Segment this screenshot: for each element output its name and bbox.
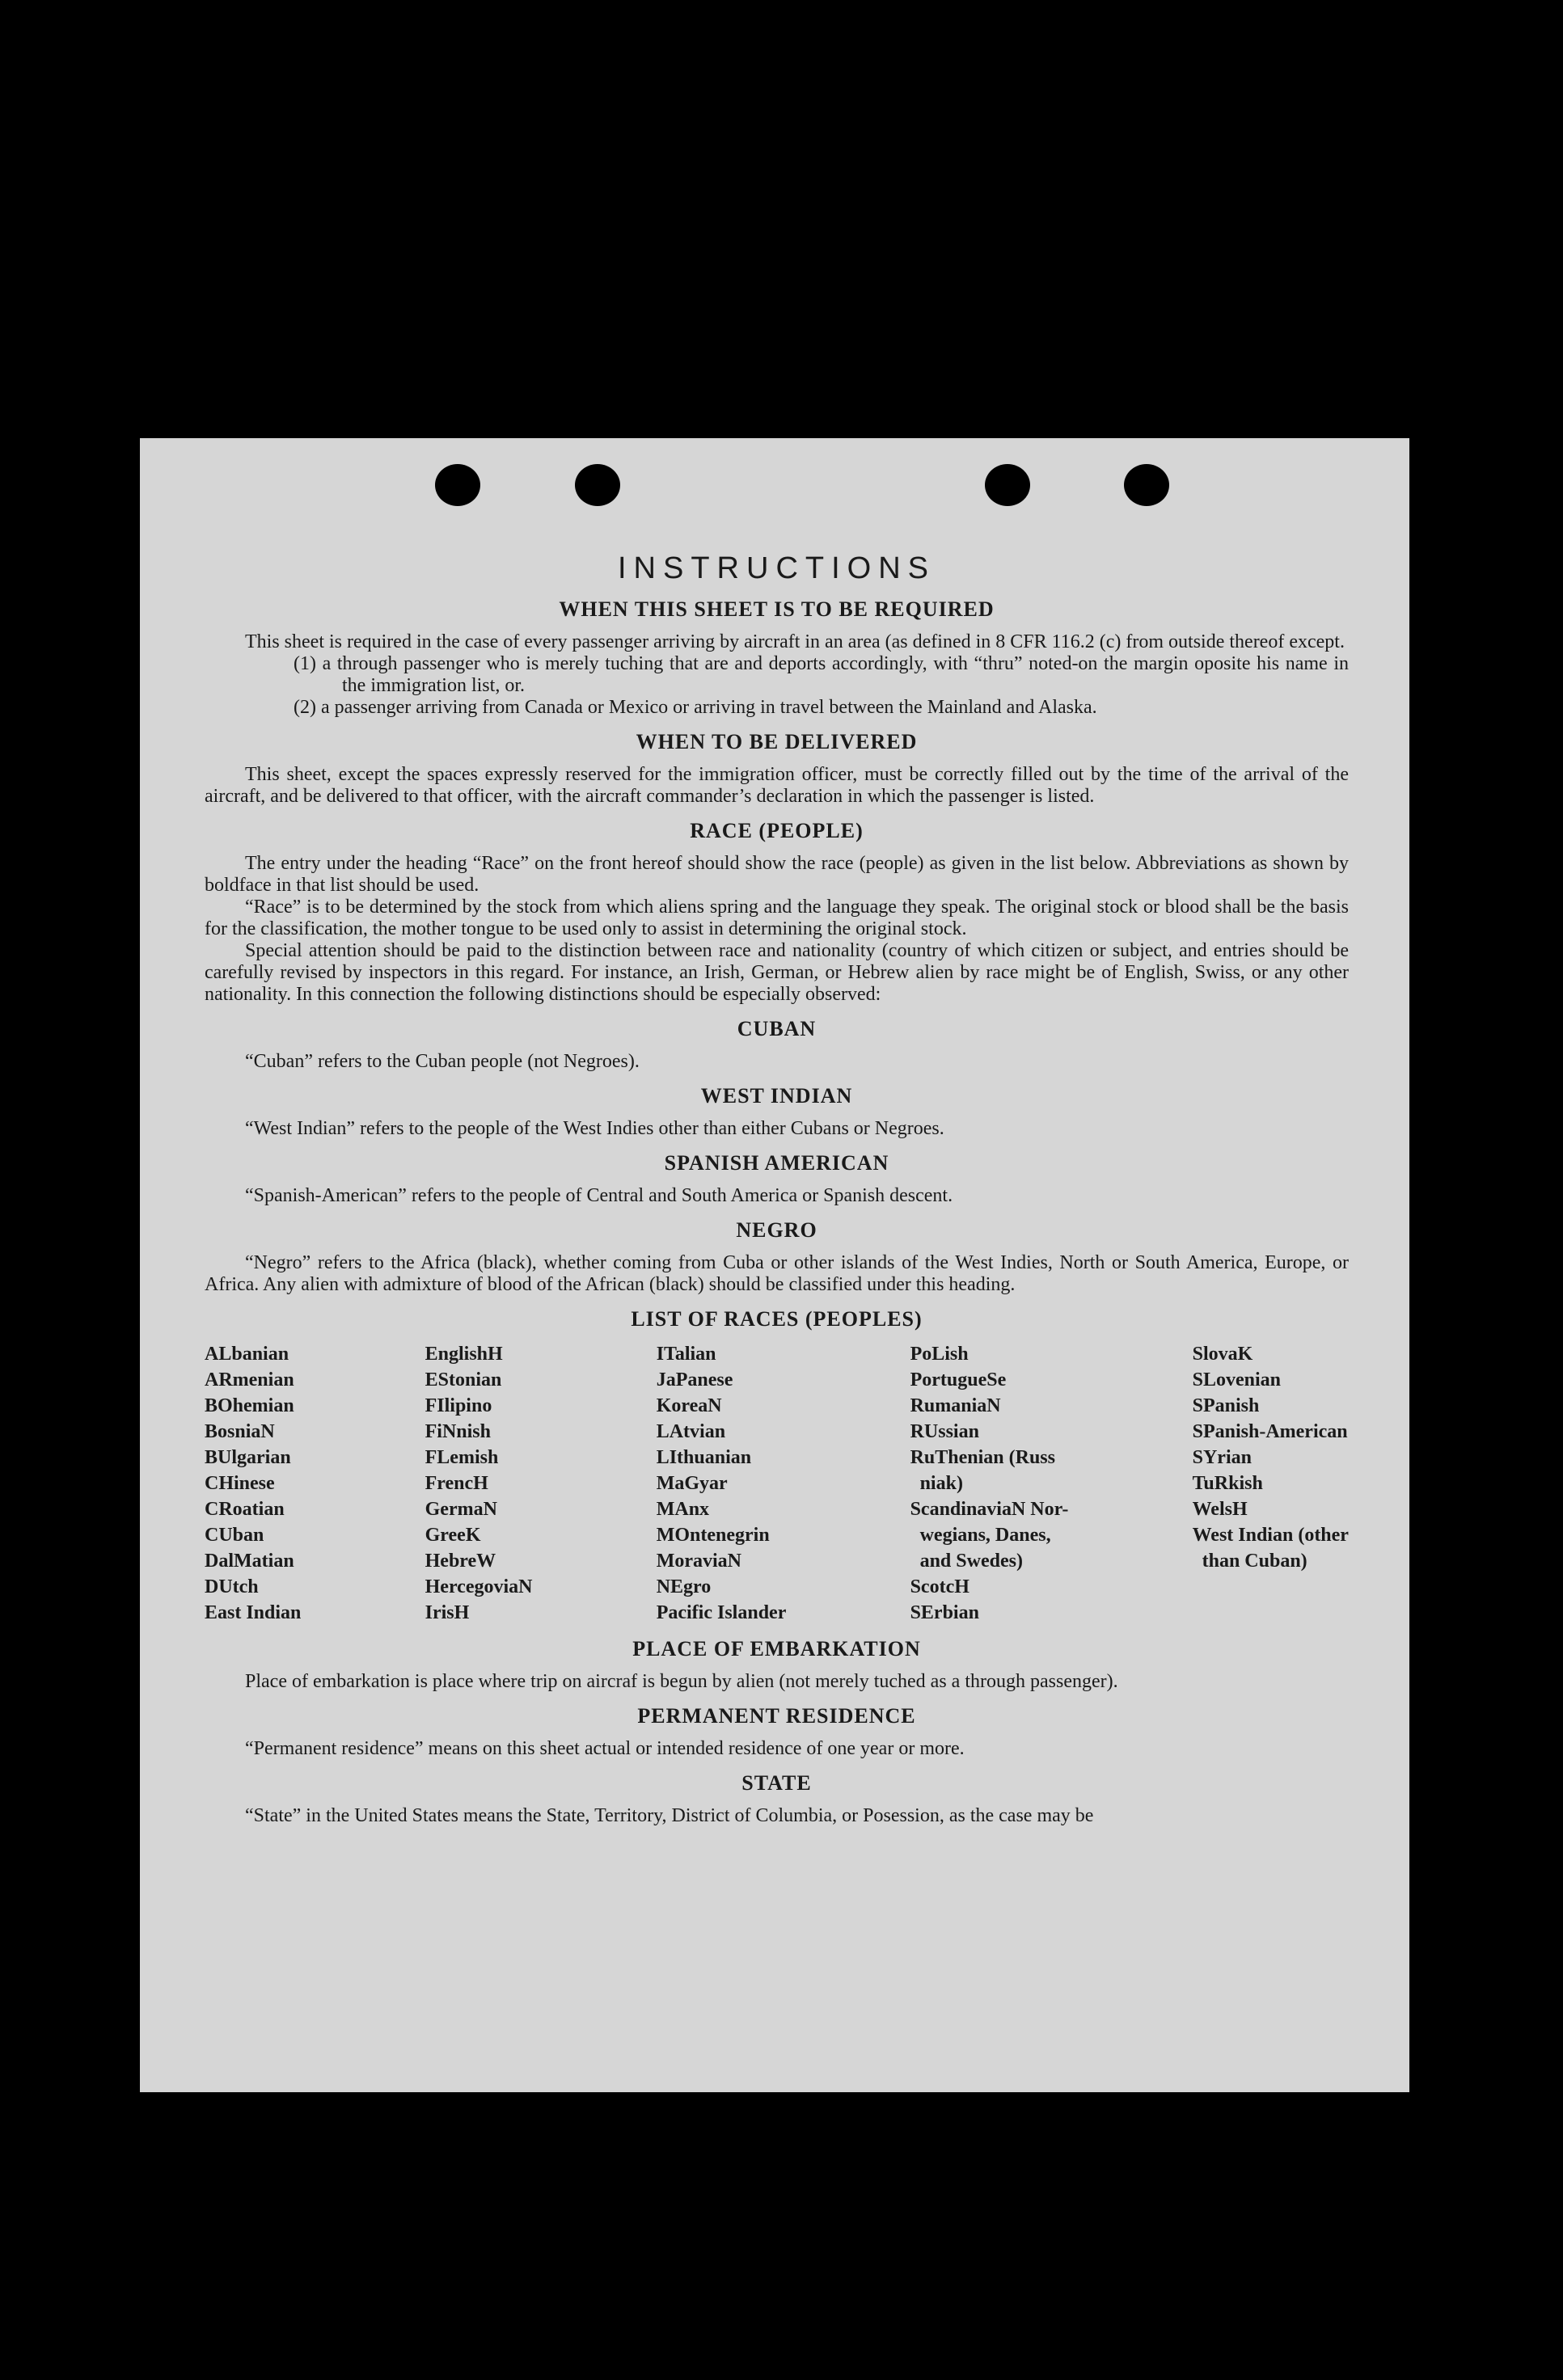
punch-hole xyxy=(435,464,480,506)
paragraph: “West Indian” refers to the people of the West Indies other than either Cubans or Negroes. xyxy=(245,1118,944,1139)
race-entry: RUssian xyxy=(910,1421,979,1442)
race-entry: DUtch xyxy=(205,1576,259,1597)
section-heading-when-required: WHEN THIS SHEET IS TO BE REQUIRED xyxy=(559,597,995,621)
race-entry: MoraviaN xyxy=(656,1551,742,1572)
race-entry: GermaN xyxy=(425,1499,497,1520)
punch-hole xyxy=(1124,464,1169,506)
paragraph: Place of embarkation is place where trip on aircraf is begun by alien (not merely tuched as a through passenger). xyxy=(245,1671,1118,1692)
section-heading-place-of-embarkation: PLACE OF EMBARKATION xyxy=(632,1637,921,1661)
race-entry: SlovaK xyxy=(1192,1344,1253,1365)
race-list xyxy=(205,1341,1349,1626)
race-column xyxy=(205,1341,301,1626)
race-entry: RuThenian (Russ xyxy=(910,1447,1055,1468)
paragraph: “Spanish-American” refers to the people of Central and South America or Spanish descent. xyxy=(245,1185,953,1206)
paragraph: “Race” is to be determined by the stock from which aliens spring and the language they speak. The original stock or blood shall be the basis for the classification, the mother tongue to be used only to assist in determining the original stock. xyxy=(205,897,1349,939)
section-heading-spanish-american: SPANISH AMERICAN xyxy=(664,1151,889,1175)
race-entry: SYrian xyxy=(1192,1447,1252,1468)
document-sheet xyxy=(140,438,1409,2092)
race-entry: SPanish xyxy=(1192,1395,1260,1416)
race-entry: ScotcH xyxy=(910,1576,969,1597)
race-entry: East Indian xyxy=(205,1602,302,1623)
race-entry: and Swedes) xyxy=(910,1551,1023,1572)
race-entry: FiNnish xyxy=(425,1421,491,1442)
race-entry: MAnx xyxy=(656,1499,710,1520)
section-heading-when-delivered: WHEN TO BE DELIVERED xyxy=(636,730,918,753)
paragraph: The entry under the heading “Race” on the front hereof should show the race (people) as given in the list below. Abbreviations as shown by boldface in that list should be used. xyxy=(205,853,1349,896)
race-entry: SLovenian xyxy=(1192,1369,1281,1390)
race-column xyxy=(910,1341,1069,1626)
race-entry: JaPanese xyxy=(656,1369,733,1390)
page-title: INSTRUCTIONS xyxy=(618,551,936,585)
race-entry: MOntenegrin xyxy=(656,1525,770,1546)
race-entry: LAtvian xyxy=(656,1421,726,1442)
race-entry: ARmenian xyxy=(205,1369,294,1390)
race-entry: LIthuanian xyxy=(656,1447,752,1468)
section-heading-state: STATE xyxy=(741,1771,812,1795)
section-heading-cuban: CUBAN xyxy=(737,1017,817,1040)
race-column xyxy=(657,1341,787,1626)
race-entry: CUban xyxy=(205,1525,264,1546)
paragraph: “Permanent residence” means on this sheet actual or intended residence of one year or more. xyxy=(245,1738,965,1759)
race-column xyxy=(1193,1341,1349,1626)
section-heading-permanent-residence: PERMANENT RESIDENCE xyxy=(637,1704,916,1728)
race-entry: IrisH xyxy=(425,1602,470,1623)
race-entry: FrencH xyxy=(425,1473,488,1494)
race-entry: niak) xyxy=(910,1473,963,1494)
race-entry: ScandinaviaN Nor- xyxy=(910,1499,1069,1520)
race-entry: PoLish xyxy=(910,1344,969,1365)
race-entry: RumaniaN xyxy=(910,1395,1001,1416)
race-entry: Pacific Islander xyxy=(656,1602,787,1623)
race-entry: WelsH xyxy=(1192,1499,1248,1520)
race-entry: West Indian (other xyxy=(1192,1525,1349,1546)
punch-hole xyxy=(985,464,1030,506)
race-column xyxy=(425,1341,533,1626)
race-entry: KoreaN xyxy=(656,1395,722,1416)
race-entry: SErbian xyxy=(910,1602,979,1623)
race-entry: BUlgarian xyxy=(205,1447,291,1468)
section-heading-west-indian: WEST INDIAN xyxy=(700,1084,853,1108)
race-entry: GreeK xyxy=(425,1525,481,1546)
paragraph: “Negro” refers to the Africa (black), whether coming from Cuba or other islands of the West Indies, North or South America, Europe, or Africa. Any alien with admixture of blood of the African (black) should be classified under this heading. xyxy=(205,1252,1349,1295)
punch-hole xyxy=(575,464,620,506)
race-entry: BOhemian xyxy=(205,1395,294,1416)
race-entry: BosniaN xyxy=(205,1421,275,1442)
section-heading-negro: NEGRO xyxy=(736,1218,817,1242)
race-entry: TuRkish xyxy=(1192,1473,1263,1494)
race-entry: FLemish xyxy=(425,1447,499,1468)
race-entry: MaGyar xyxy=(656,1473,728,1494)
race-entry: NEgro xyxy=(656,1576,712,1597)
race-entry: CRoatian xyxy=(205,1499,285,1520)
race-entry: CHinese xyxy=(205,1473,275,1494)
list-item: (1) a through passenger who is merely tuching that are and deports accordingly, with “thru” noted-on the margin oposite his name in the immigration list, or. xyxy=(294,653,1349,696)
race-entry: ITalian xyxy=(656,1344,716,1365)
race-entry: SPanish-American xyxy=(1192,1421,1348,1442)
list-item: (2) a passenger arriving from Canada or Mexico or arriving in travel between the Mainland and Alaska. xyxy=(294,697,1097,718)
paragraph: This sheet is required in the case of every passenger arriving by aircraft in an area (as defined in 8 CFR 116.2 (c) from outside thereof except. xyxy=(245,631,1345,652)
section-heading-race: RACE (PEOPLE) xyxy=(690,819,864,842)
race-entry: HercegoviaN xyxy=(425,1576,533,1597)
section-heading-list-of-races: LIST OF RACES (PEOPLES) xyxy=(631,1307,923,1331)
race-entry: wegians, Danes, xyxy=(910,1525,1051,1546)
race-entry: ALbanian xyxy=(205,1344,289,1365)
race-entry: PortugueSe xyxy=(910,1369,1007,1390)
race-entry: than Cuban) xyxy=(1192,1551,1307,1572)
paragraph: “Cuban” refers to the Cuban people (not Negroes). xyxy=(245,1051,640,1072)
race-entry: HebreW xyxy=(425,1551,496,1572)
race-entry: FIlipino xyxy=(425,1395,492,1416)
paragraph: “State” in the United States means the State, Territory, District of Columbia, or Posession, as the case may be xyxy=(245,1805,1094,1826)
race-entry: EnglishH xyxy=(425,1344,503,1365)
race-entry: DalMatian xyxy=(205,1551,294,1572)
paragraph: Special attention should be paid to the distinction between race and nationality (country of which citizen or subject, and entries should be carefully revised by inspectors in this regard. For instance, an Irish, German, or Hebrew alien by race might be of English, Swiss, or any other nationality. In this connection the following distinctions should be especially observed: xyxy=(205,940,1349,1005)
race-entry: EStonian xyxy=(425,1369,502,1390)
paragraph: This sheet, except the spaces expressly reserved for the immigration officer, must be correctly filled out by the time of the arrival of the aircraft, and be delivered to that officer, with the aircraft commander’s declaration in which the passenger is listed. xyxy=(205,764,1349,807)
